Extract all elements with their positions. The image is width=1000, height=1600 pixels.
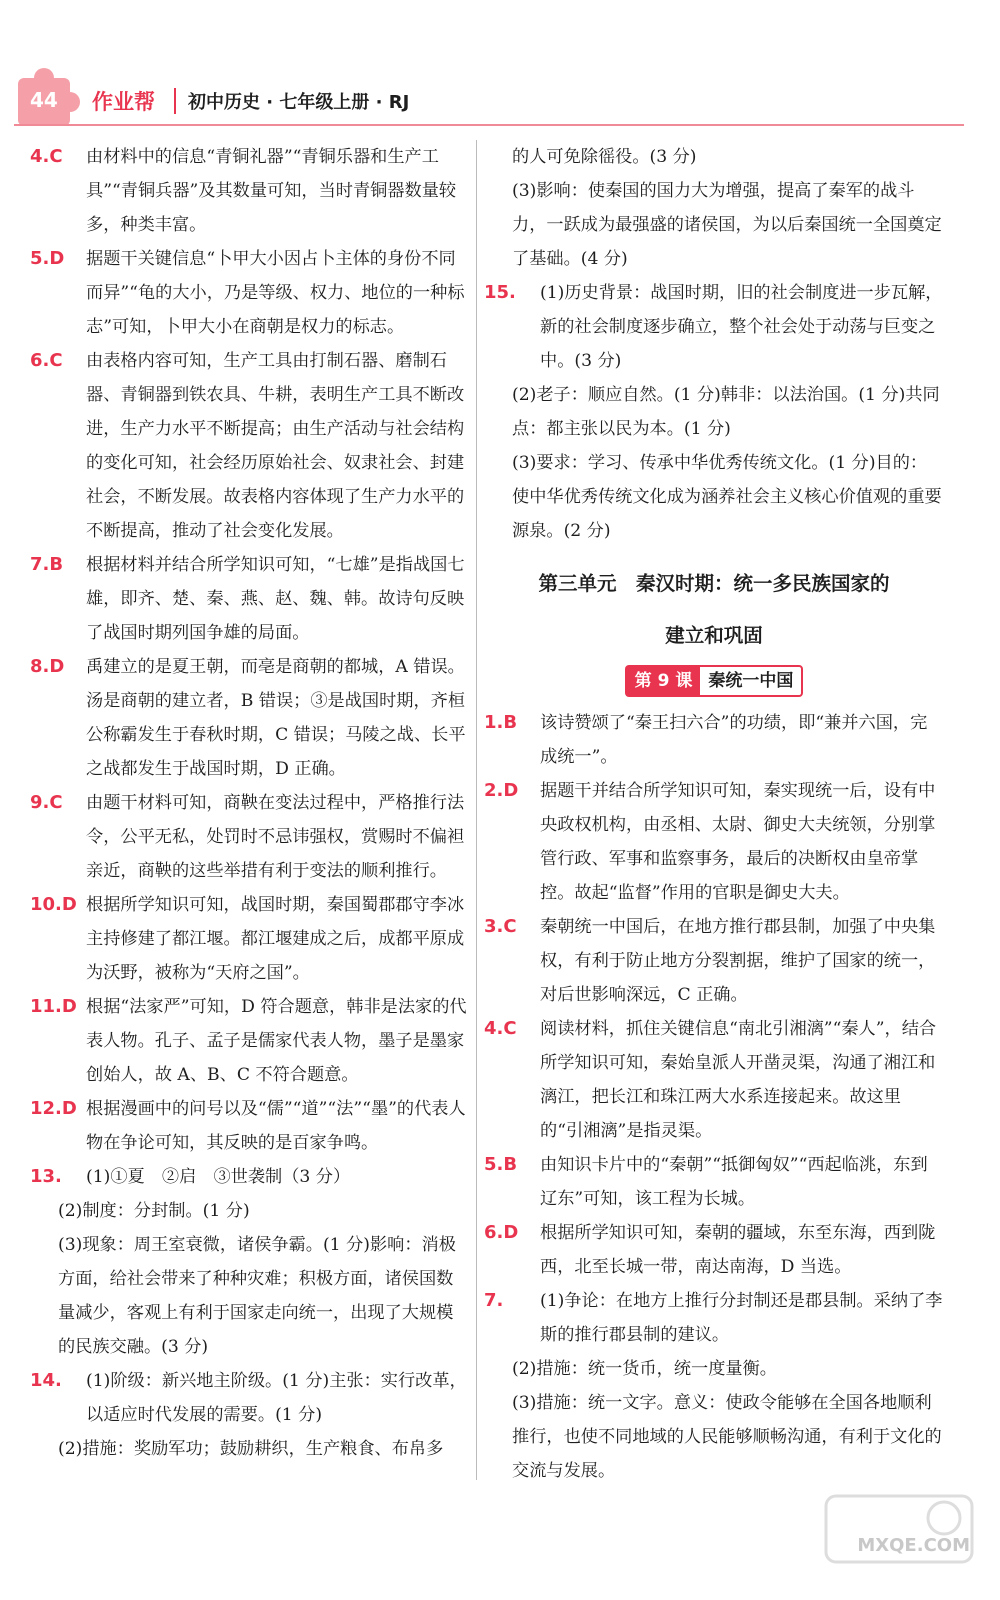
answer-text: (2)老子：顺应自然。(1 分)韩非：以法治国。(1 分)共同点：都主张以民为本。(1 分) (512, 385, 940, 439)
answer-number: 15. (484, 282, 516, 303)
answer-text: 根据漫画中的问号以及“儒”“道”“法”“墨”的代表人物在争论可知，其反映的是百家争鸣。 (86, 1099, 466, 1153)
column-divider (476, 140, 477, 1480)
answer-item (484, 1012, 944, 1148)
unit-title-line2: 建立和巩固 (665, 624, 763, 647)
lesson-label-box (625, 665, 804, 697)
answer-number: 14. (30, 1370, 62, 1391)
answer-number: 7. (484, 1290, 504, 1311)
answer-text: (2)措施：奖励军功；鼓励耕织，生产粮食、布帛多 (58, 1439, 444, 1459)
book-title: 初中历史 · 七年级上册 · RJ (188, 92, 410, 113)
answer-number: 6.D (484, 1222, 519, 1243)
lesson-name: 秦统一中国 (708, 671, 794, 691)
answer-item (30, 786, 470, 888)
answer-number: 6.C (30, 350, 63, 371)
answer-text: 由题干材料可知，商鞅在变法过程中，严格推行法令，公平无私，处罚时不忌讳强权，赏赐时不偏袒亲近，商鞅的这些举措有利于变法的顺利推行。 (86, 793, 465, 881)
answer-item (484, 446, 944, 548)
answer-item (484, 1352, 944, 1386)
lesson-heading (484, 664, 944, 698)
watermark-text: MXQE.COM (857, 1535, 970, 1556)
answer-number: 10.D (30, 894, 77, 915)
answer-number: 2.D (484, 780, 519, 801)
answer-text: 由材料中的信息“青铜礼器”“青铜乐器和生产工具”“青铜兵器”及其数量可知，当时青铜器数量较多，种类丰富。 (86, 147, 457, 235)
answer-item (30, 1194, 470, 1228)
answer-item (30, 140, 470, 242)
answer-item (30, 1092, 470, 1160)
answer-number: 7.B (30, 554, 64, 575)
answer-item (484, 174, 944, 276)
answer-text: (1)历史背景：战国时期，旧的社会制度进一步瓦解，新的社会制度逐步确立，整个社会处于动荡与巨变之中。(3 分) (540, 283, 943, 371)
answer-text: 据题干关键信息“卜甲大小因占卜主体的身份不同而异”“龟的大小，乃是等级、权力、地位的一种标志”可知，卜甲大小在商朝是权力的标志。 (86, 249, 465, 337)
right-column (484, 140, 944, 1488)
unit-title-line1: 第三单元 秦汉时期：统一多民族国家的 (538, 572, 890, 595)
lesson-tag: 第 9 课 (627, 667, 701, 695)
answer-item (484, 1386, 944, 1488)
answer-text: (3)要求：学习、传承中华优秀传统文化。(1 分)目的：使中华优秀传统文化成为涵养社会主义核心价值观的重要源泉。(2 分) (512, 453, 942, 541)
answer-item (484, 1216, 944, 1284)
answer-item (30, 888, 470, 990)
answer-number: 12.D (30, 1098, 77, 1119)
answer-text: 的人可免除徭役。(3 分) (512, 147, 697, 167)
answer-item (484, 276, 944, 378)
answer-text: 根据“法家严”可知，D 符合题意，韩非是法家的代表人物。孔子、孟子是儒家代表人物，墨子是墨家创始人，故 A、B、C 不符合题意。 (86, 997, 467, 1085)
answer-text: (1)阶级：新兴地主阶级。(1 分)主张：实行改革，以适应时代发展的需要。(1 分) (86, 1371, 467, 1425)
answer-item (30, 548, 470, 650)
answer-text: 根据所学知识可知，战国时期，秦国蜀郡郡守李冰主持修建了都江堰。都江堰建成之后，成都平原成为沃野，被称为“天府之国”。 (86, 895, 465, 983)
unit-title (484, 558, 944, 662)
answer-item (484, 1148, 944, 1216)
answer-text: (3)现象：周王室衰微，诸侯争霸。(1 分)影响：消极方面，给社会带来了种种灾难；积极方面，诸侯国数量减少，客观上有利于国家走向统一，出现了大规模的民族交融。(3 分) (58, 1235, 456, 1357)
answer-number: 4.C (30, 146, 63, 167)
answer-number: 5.D (30, 248, 65, 269)
answer-number: 1.B (484, 712, 518, 733)
answer-item (30, 990, 470, 1092)
answer-text: 秦朝统一中国后，在地方推行郡县制，加强了中央集权，有利于防止地方分裂割据，维护了国家的统一，对后世影响深远，C 正确。 (540, 917, 936, 1005)
answer-text: 该诗赞颂了“秦王扫六合”的功绩，即“兼并六国，完成统一”。 (540, 713, 928, 767)
answer-item (30, 344, 470, 548)
answer-item (484, 1284, 944, 1352)
answer-text: 阅读材料，抓住关键信息“南北引湘漓”“秦人”，结合所学知识可知，秦始皇派人开凿灵渠，沟通了湘江和漓江，把长江和珠江两大水系连接起来。故这里的“引湘漓”是指灵渠。 (540, 1019, 937, 1141)
answer-text: 根据材料并结合所学知识可知，“七雄”是指战国七雄，即齐、楚、秦、燕、赵、魏、韩。故诗句反映了战国时期列国争雄的局面。 (86, 555, 465, 643)
answer-item (484, 774, 944, 910)
answer-text: 根据所学知识可知，秦朝的疆域，东至东海，西到陇西，北至长城一带，南达南海，D 当选。 (540, 1223, 936, 1277)
header-divider (174, 88, 176, 114)
answer-item (484, 140, 944, 174)
answer-text: (2)措施：统一货币，统一度量衡。 (512, 1359, 777, 1379)
answer-number: 8.D (30, 656, 65, 677)
answer-item (30, 1228, 470, 1364)
answer-item (484, 378, 944, 446)
answer-number: 13. (30, 1166, 62, 1187)
answer-item (30, 242, 470, 344)
answer-number: 3.C (484, 916, 517, 937)
answer-number: 5.B (484, 1154, 518, 1175)
answer-text: 由知识卡片中的“秦朝”“抵御匈奴”“西起临洮，东到辽东”可知，该工程为长城。 (540, 1155, 928, 1209)
page-number: 44 (30, 88, 58, 112)
answer-text: (1)争论：在地方上推行分封制还是郡县制。采纳了李斯的推行郡县制的建议。 (540, 1291, 943, 1345)
answer-item (30, 650, 470, 786)
answer-item (30, 1364, 470, 1432)
answer-item (30, 1432, 470, 1466)
answer-text: (3)措施：统一文字。意义：使政令能够在全国各地顺利推行，也使不同地域的人民能够顺畅沟通，有利于文化的交流与发展。 (512, 1393, 942, 1481)
answer-text: 禹建立的是夏王朝，而亳是商朝的都城，A 错误。汤是商朝的建立者，B 错误；③是战国时期，齐桓公称霸发生于春秋时期，C 错误；马陵之战、长平之战都发生于战国时期，D 正确。 (86, 657, 466, 779)
answer-text: (2)制度：分封制。(1 分) (58, 1201, 250, 1221)
page-header (0, 0, 1000, 130)
answer-item (484, 706, 944, 774)
header-rule (14, 124, 964, 126)
brand-name: 作业帮 (92, 90, 155, 114)
answer-text: (1)①夏 ②启 ③世袭制（3 分） (86, 1167, 351, 1187)
answer-text: 由表格内容可知，生产工具由打制石器、磨制石器、青铜器到铁农具、牛耕，表明生产工具不断改进，生产力水平不断提高；由生产活动与社会结构的变化可知，社会经历原始社会、奴隶社会、封建社会，不断发展。故表格内容体现了生产力水平的不断提高，推动了社会变化发展。 (86, 351, 465, 541)
answer-item (484, 910, 944, 1012)
answer-number: 11.D (30, 996, 77, 1017)
left-column (30, 140, 470, 1466)
answer-number: 9.C (30, 792, 63, 813)
answer-text: 据题干并结合所学知识可知，秦实现统一后，设有中央政权机构，由丞相、太尉、御史大夫统领，分别掌管行政、军事和监察事务，最后的决断权由皇帝掌控。故起“监督”作用的官职是御史大夫。 (540, 781, 936, 903)
answer-number: 4.C (484, 1018, 517, 1039)
answer-text: (3)影响：使秦国的国力大为增强，提高了秦军的战斗力，一跃成为最强盛的诸侯国，为以后秦国统一全国奠定了基础。(4 分) (512, 181, 942, 269)
answer-item (30, 1160, 470, 1194)
